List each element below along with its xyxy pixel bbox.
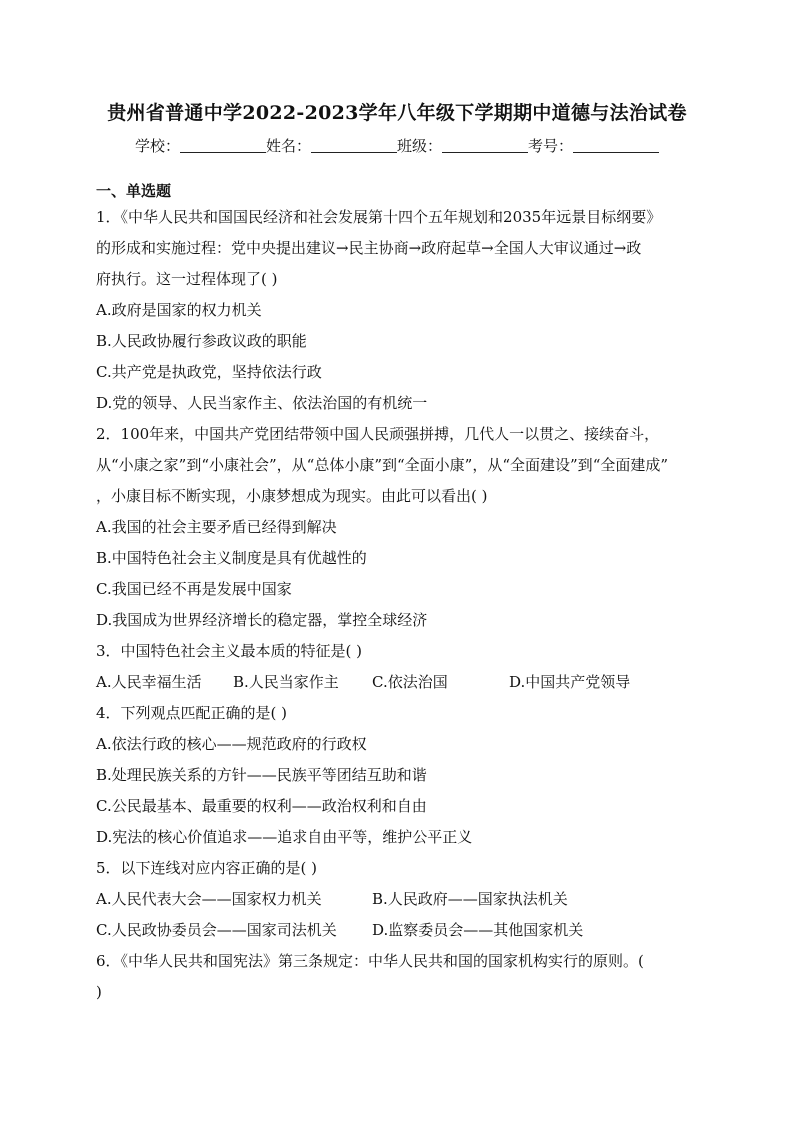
student-info-row xyxy=(0,135,794,156)
question-3-line-1: 3．中国特色社会主义最本质的特征是( ) xyxy=(96,642,363,660)
question-5-line-1: 5．以下连线对应内容正确的是( ) xyxy=(96,859,318,877)
question-5-option-d: D.监察委员会——其他国家机关 xyxy=(372,921,584,939)
question-3-option-b: B.人民当家作主 xyxy=(233,673,339,691)
section-heading: 一、单选题 xyxy=(96,182,172,200)
question-1-line-2: 的形成和实施过程：党中央提出建议→民主协商→政府起草→全国人大审议通过→政 xyxy=(96,239,642,257)
school-label: 学校： xyxy=(134,137,180,155)
question-4-option-d: D.宪法的核心价值追求——追求自由平等，维护公平正义 xyxy=(96,828,473,846)
question-2-option-c: C.我国已经不再是发展中国家 xyxy=(96,580,292,598)
question-2-line-3: ，小康目标不断实现，小康梦想成为现实。由此可以看出( ) xyxy=(96,487,488,505)
exam-title: 贵州省普通中学2022-2023学年八年级下学期期中道德与法治试卷 xyxy=(107,102,687,124)
number-label: 考号： xyxy=(528,137,574,155)
question-2-line-1: 2．100年来，中国共产党团结带领中国人民顽强拼搏，几代人一以贯之、接续奋斗， xyxy=(96,425,660,443)
question-4-line-1: 4．下列观点匹配正确的是( ) xyxy=(96,704,288,722)
question-1-line-1: 1．《中华人民共和国国民经济和社会发展第十四个五年规划和2035年远景目标纲要》 xyxy=(96,208,662,226)
name-blank[interactable] xyxy=(311,138,397,153)
question-1-line-3: 府执行。这一过程体现了( ) xyxy=(96,270,278,288)
question-3-option-a: A.人民幸福生活 xyxy=(96,673,202,691)
question-2-option-b: B.中国特色社会主义制度是具有优越性的 xyxy=(96,549,367,567)
school-blank[interactable] xyxy=(180,138,266,153)
question-2-option-d: D.我国成为世界经济增长的稳定器，掌控全球经济 xyxy=(96,611,428,629)
question-5-option-a: A.人民代表大会——国家权力机关 xyxy=(96,890,322,908)
class-blank[interactable] xyxy=(442,138,528,153)
question-1-option-c: C.共产党是执政党，坚持依法行政 xyxy=(96,363,322,381)
question-3-option-c: C.依法治国 xyxy=(372,673,448,691)
question-4-option-c: C.公民最基本、最重要的权利——政治权利和自由 xyxy=(96,797,427,815)
question-1-option-a: A.政府是国家的权力机关 xyxy=(96,301,262,319)
question-2-option-a: A.我国的社会主要矛盾已经得到解决 xyxy=(96,518,337,536)
question-5-option-c: C.人民政协委员会——国家司法机关 xyxy=(96,921,337,939)
class-label: 班级： xyxy=(397,137,443,155)
number-blank[interactable] xyxy=(573,138,659,153)
question-5-option-b: B.人民政府——国家执法机关 xyxy=(372,890,568,908)
question-2-line-2: 从“小康之家”到“小康社会”，从“总体小康”到“全面小康”，从“全面建设”到“全面建成” xyxy=(96,456,669,474)
question-1-option-b: B.人民政协履行参政议政的职能 xyxy=(96,332,307,350)
name-label: 姓名： xyxy=(265,137,311,155)
question-4-option-b: B.处理民族关系的方针——民族平等团结互助和谐 xyxy=(96,766,427,784)
question-4-option-a: A.依法行政的核心——规范政府的行政权 xyxy=(96,735,367,753)
question-3-option-d: D.中国共产党领导 xyxy=(509,673,631,691)
question-6-line-1: 6．《中华人民共和国宪法》第三条规定：中华人民共和国的国家机构实行的原则。( xyxy=(96,952,644,970)
question-6-line-2: ) xyxy=(96,983,102,1001)
question-1-option-d: D.党的领导、人民当家作主、依法治国的有机统一 xyxy=(96,394,428,412)
